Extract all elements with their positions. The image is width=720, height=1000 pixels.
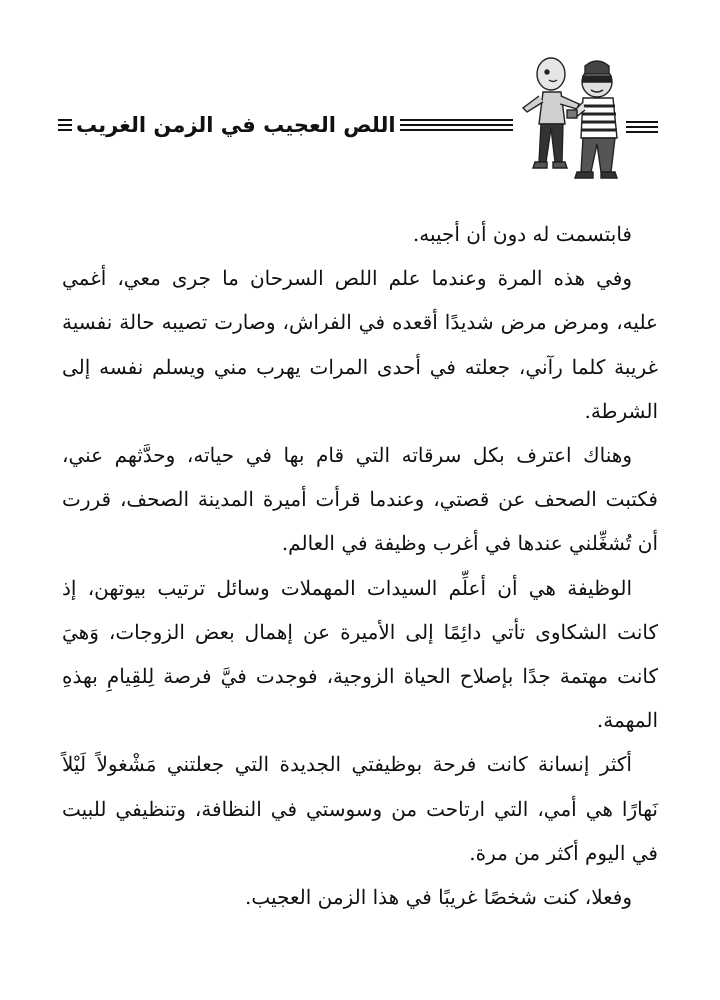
page-title: اللص العجيب في الزمن الغريب [76,113,396,137]
title-rule-left [58,119,72,131]
title-row [58,112,513,138]
paragraph-1: فابتسمت له دون أن أجيبه. [412,222,632,246]
title-rule-middle [400,119,513,131]
paragraph-4: الوظيفة هي أن أعلِّم السيدات المهملات وسائل ترتيب بيوتهن، إذ كانت الشكاوى تأتي دائِمًا إلى الأميرة عن إهمال بعض الزوجات، وَهيَ كانت مهتمة جدًا بإصلاح الحياة الزوجية، فوجدت فيَّ فرصة لِلقِيامِ بهذهِ المهمة. [62,575,658,733]
title-rule-right [626,121,658,133]
paragraph-3: وهناك اعترف بكل سرقاته التي قام بها في حياته، وحدَّثهم عني، فكتبت الصحف عن قصتي، وعندما قرأت أميرة المدينة الصحف، قررت أن تُشغِّلني عندها في أغرب وظيفة في العالم. [62,443,658,556]
page-header [58,52,658,187]
story-text [62,212,658,919]
paragraph-2: وفي هذه المرة وعندما علم اللص السرحان ما جرى معي، أغمي عليه، ومرض مرض شديدًا أقعده في الفراش، وصارت تصيبه حالة نفسية غريبة كلما رآني، جعلته في أحدى المرات يهرب مني ويسلم نفسه إلى الشرطة. [62,266,658,423]
paragraph-6: وفعلا، كنت شخصًا غريبًا في هذا الزمن العجيب. [245,885,632,910]
thief-and-man-cartoon-icon [513,52,625,187]
paragraph-5: أكثر إنسانة كانت فرحة بوظيفتي الجديدة التي جعلتني مَشْغولاً لَيْلاً نَهارًا هي أمي، التي ارتاحت من وسوستي في النظافة، وتنظيفي للبيت في اليوم أكثر من مرة. [62,752,658,865]
